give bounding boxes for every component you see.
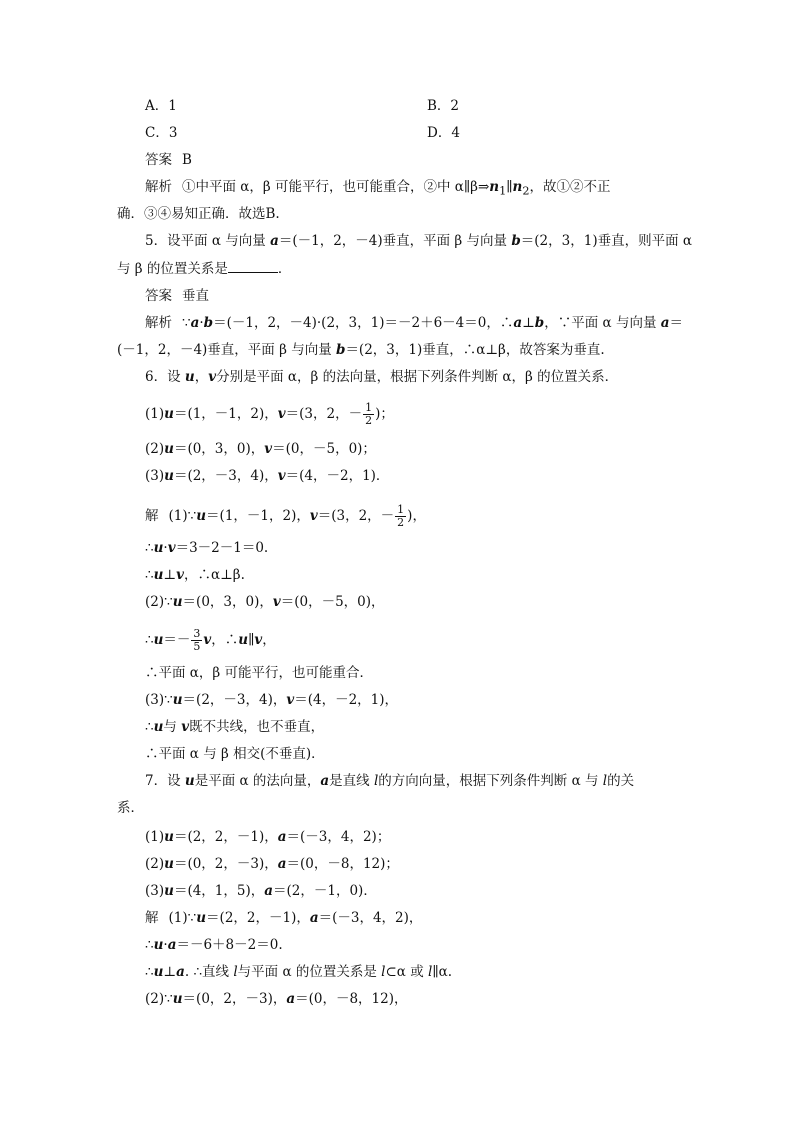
- q7-stem-e: 的关: [607, 773, 635, 789]
- q6-condition-1: [145, 402, 394, 427]
- vector-u: u: [172, 991, 183, 1007]
- fraction-three-fifths: [191, 628, 202, 653]
- vector-a: a: [167, 937, 177, 953]
- q5-analysis-text: ，∵平面 α 与向量: [544, 315, 661, 331]
- value-a: ＝(0，－8，12)，: [295, 991, 408, 1007]
- value-a: ＝(0，－8，12)；: [286, 856, 399, 872]
- q7-condition-1: [145, 828, 390, 846]
- vector-v: v: [277, 406, 286, 422]
- vector-v: v: [181, 719, 190, 735]
- fraction-denominator: 5: [193, 640, 201, 653]
- vector-u: u: [238, 632, 249, 648]
- value-v: ＝(3，2，－: [317, 508, 395, 524]
- conclusion-b: 与平面 α 的位置关系是: [237, 964, 382, 980]
- q7-solution-3: [145, 963, 452, 981]
- q5-answer: 垂直: [182, 288, 209, 304]
- q5-analysis-calc: ＝(－1，2，－4)·(2，3，1)＝－2＋6－4＝0，∴: [213, 315, 514, 331]
- q6-solution-4: [145, 593, 385, 611]
- vector-u: u: [196, 910, 207, 926]
- q4-analysis-line-2: 确．③④易知正确．故选B.: [117, 206, 280, 222]
- value-u: ＝(2，2，－1)，: [206, 910, 310, 926]
- equals-minus: ＝－: [163, 632, 191, 648]
- vector-u: u: [153, 632, 164, 648]
- line-l: l: [428, 964, 433, 980]
- value-u: ＝(2，2，－1)，: [173, 829, 278, 845]
- q5-stem-a: 5．设平面 α 与向量: [145, 233, 271, 249]
- value-u: ＝(0，2，－3)，: [173, 856, 278, 872]
- q4-answer: B: [182, 152, 192, 168]
- vector-u: u: [164, 406, 174, 422]
- vector-a: a: [286, 991, 296, 1007]
- q7-solution-4: [145, 990, 408, 1008]
- q6-solution-8: [145, 718, 324, 736]
- q5-analysis-line-2: [117, 341, 605, 359]
- dot-symbol: ·: [199, 315, 204, 331]
- conclusion-a: . ∴直线: [184, 964, 234, 980]
- perp-symbol: ⊥: [163, 567, 177, 583]
- vector-a: a: [660, 315, 670, 331]
- vector-v: v: [176, 567, 184, 583]
- q6-stem-a: 6．设: [145, 369, 185, 385]
- q6-solution-2: [145, 539, 268, 557]
- dot-result: ＝3－2－1＝0.: [175, 540, 269, 556]
- vector-u: u: [153, 964, 164, 980]
- q7-stem-d: 的方向向量，根据下列条件判断 α 与: [378, 773, 603, 789]
- condition-label: (1): [145, 829, 165, 845]
- vector-n1: n: [489, 179, 500, 195]
- fraction-denominator: 2: [365, 414, 373, 427]
- q7-solution-2: [145, 936, 283, 954]
- step-prefix: (1)∵: [168, 508, 197, 524]
- fraction-numerator: 1: [365, 401, 373, 414]
- perp-symbol: ⊥: [163, 964, 177, 980]
- q6-stem-b: 分别是平面 α，β 的法向量，根据下列条件判断 α，β 的位置关系．: [216, 369, 619, 385]
- vector-a: a: [309, 910, 319, 926]
- q6-solution-6: ∴平面 α，β 可能平行，也可能重合．: [145, 665, 374, 681]
- vector-b: b: [335, 342, 346, 358]
- value-a: ＝(－3，4，2)，: [318, 910, 423, 926]
- vector-a: a: [277, 829, 287, 845]
- fraction-half: [395, 504, 406, 529]
- dot-result: ＝－6＋8－2＝0.: [176, 937, 283, 953]
- comma: ，: [262, 632, 276, 648]
- closing: )，: [407, 508, 426, 524]
- vector-a: a: [264, 883, 274, 899]
- q7-stem-a: 7．设: [145, 773, 185, 789]
- q6-solution-1: [145, 504, 426, 529]
- q4-analysis-text-b: ，故①②不正: [529, 179, 611, 195]
- value-u: ＝(0，3，0)，: [173, 441, 265, 457]
- vector-a: a: [513, 315, 523, 331]
- q6-stem: [145, 368, 618, 386]
- answer-label: 答案: [145, 288, 172, 304]
- analysis-label: 解析: [145, 315, 172, 331]
- q6-solution-3: [145, 566, 245, 584]
- q7-condition-3: [145, 882, 377, 900]
- vector-u: u: [164, 856, 174, 872]
- because-symbol: ∵: [182, 315, 191, 331]
- vector-u: u: [153, 567, 164, 583]
- therefore-symbol: ∴: [145, 964, 154, 980]
- vector-v: v: [254, 632, 263, 648]
- answer-label: 答案: [145, 152, 172, 168]
- value-u: ＝(4，1，5)，: [173, 883, 265, 899]
- vector-u: u: [164, 883, 174, 899]
- vector-v: v: [203, 632, 212, 648]
- q5-analysis-line-1: [145, 314, 683, 332]
- option-a: A．1: [145, 98, 177, 114]
- vector-u: u: [153, 719, 164, 735]
- vector-v: v: [272, 594, 281, 610]
- vector-a: a: [277, 856, 287, 872]
- vector-v: v: [264, 441, 273, 457]
- solution-label: 解: [145, 508, 159, 524]
- condition-label: (3): [145, 468, 165, 484]
- value-u: ＝(2，－3，4)，: [173, 468, 278, 484]
- closing: )；: [375, 406, 394, 422]
- therefore-symbol: ∴: [145, 632, 154, 648]
- q6-solution-7: [145, 691, 398, 709]
- subscript-2: 2: [522, 184, 530, 198]
- conclusion: 既不共线，也不垂直，: [189, 719, 325, 735]
- therefore-symbol: ∴: [145, 567, 154, 583]
- vector-u: u: [164, 829, 174, 845]
- condition-label: (1): [145, 406, 165, 422]
- vector-v: v: [309, 508, 318, 524]
- step-prefix: (2)∵: [145, 991, 173, 1007]
- vector-u: u: [172, 692, 183, 708]
- line-l: l: [602, 773, 608, 789]
- vector-u: u: [184, 773, 195, 789]
- vector-v: v: [167, 540, 176, 556]
- conclusion-c: ⊂α 或: [385, 964, 429, 980]
- fraction-half: [363, 402, 374, 427]
- vector-u: u: [184, 369, 195, 385]
- q7-stem-c: 是直线: [329, 773, 374, 789]
- q5-stem-c: ＝(2，3，1)垂直，则平面 α: [520, 233, 692, 249]
- vector-u: u: [153, 540, 164, 556]
- q4-analysis-text-a: ①中平面 α，β 可能平行，也可能重合，②中 α∥β⇒: [182, 179, 490, 195]
- separator: ，: [194, 369, 209, 385]
- q5-stem-line-1: [145, 232, 692, 250]
- answer-blank: [228, 259, 278, 273]
- vector-b: b: [511, 233, 521, 249]
- value-u: ＝(1，－1，2)，: [206, 508, 310, 524]
- and-text: 与: [163, 719, 182, 735]
- conclusion: ，∴α⊥β.: [183, 567, 245, 583]
- vector-u: u: [196, 508, 207, 524]
- step-prefix: (3)∵: [145, 692, 173, 708]
- condition-label: (2): [145, 441, 165, 457]
- q4-answer-line: [145, 151, 192, 169]
- fraction-numerator: 1: [397, 503, 405, 516]
- vector-a: a: [190, 315, 200, 331]
- value-v: ＝(4，－2，1)，: [294, 692, 399, 708]
- vector-u: u: [172, 594, 183, 610]
- vector-b: b: [203, 315, 214, 331]
- q6-solution-9: ∴平面 α 与 β 相交(不垂直)．: [145, 746, 325, 762]
- therefore-text: ，∴: [211, 632, 239, 648]
- value-v: ＝(4，－2，1)．: [285, 468, 390, 484]
- parallel-symbol: ∥: [506, 179, 513, 195]
- q5-analysis-text-2: (－1，2，－4)垂直，平面 β 与向量: [117, 342, 336, 358]
- q5-analysis-text-3: ＝(2，3，1)垂直，∴α⊥β，故答案为垂直.: [345, 342, 605, 358]
- option-b: B．2: [427, 98, 460, 114]
- dot-symbol: ·: [163, 540, 168, 556]
- vector-u: u: [164, 468, 174, 484]
- value-a: ＝(2，－1，0)．: [273, 883, 377, 899]
- conclusion-d: ∥α.: [432, 964, 452, 980]
- q6-condition-2: [145, 440, 376, 458]
- q5-stem-d: 与 β 的位置关系是: [117, 261, 228, 277]
- equals-symbol: ＝: [669, 315, 683, 331]
- value-u: ＝(0，2，－3)，: [182, 991, 287, 1007]
- vector-b: b: [534, 315, 545, 331]
- q6-solution-5: [145, 628, 276, 653]
- value-v: ＝(0，－5，0)；: [272, 441, 376, 457]
- line-l: l: [373, 773, 379, 789]
- vector-n2: n: [512, 179, 523, 195]
- value-u: ＝(1，－1，2)，: [173, 406, 278, 422]
- step-prefix: (2)∵: [145, 594, 173, 610]
- q7-stem-b: 是平面 α 的法向量，: [194, 773, 321, 789]
- q5-stem-line-2: [117, 259, 291, 278]
- option-d: D．4: [427, 125, 460, 141]
- q4-analysis-line-1: [145, 178, 611, 201]
- q5-stem-b: ＝(－1，2，－4)垂直，平面 β 与向量: [278, 233, 512, 249]
- subscript-1: 1: [499, 184, 507, 198]
- value-u: ＝(0，3，0)，: [182, 594, 273, 610]
- q7-stem-line-2: 系．: [117, 800, 144, 816]
- option-c: C．3: [145, 125, 178, 141]
- line-l: l: [381, 964, 386, 980]
- therefore-symbol: ∴: [145, 540, 154, 556]
- vector-v: v: [277, 468, 286, 484]
- parallel-symbol: ∥: [248, 632, 255, 648]
- value-v: ＝(0，－5，0)，: [280, 594, 385, 610]
- solution-label: 解: [145, 910, 159, 926]
- therefore-symbol: ∴: [145, 937, 154, 953]
- value-u: ＝(2，－3，4)，: [182, 692, 287, 708]
- vector-a: a: [176, 964, 185, 980]
- vector-u: u: [164, 441, 174, 457]
- condition-label: (3): [145, 883, 165, 899]
- fraction-denominator: 2: [397, 516, 405, 529]
- q5-stem-e: ．: [277, 261, 292, 277]
- step-prefix: (1)∵: [168, 910, 197, 926]
- vector-v: v: [286, 692, 295, 708]
- vector-v: v: [208, 369, 217, 385]
- vector-a: a: [270, 233, 279, 249]
- q7-stem-line-1: [145, 772, 634, 790]
- q7-condition-2: [145, 855, 399, 873]
- vector-u: u: [153, 937, 164, 953]
- q7-solution-1: [145, 909, 422, 927]
- fraction-numerator: 3: [193, 627, 201, 640]
- vector-a: a: [320, 773, 330, 789]
- q5-answer-line: [145, 287, 209, 305]
- analysis-label: 解析: [145, 179, 172, 195]
- value-a: ＝(－3，4，2)；: [286, 829, 391, 845]
- q6-condition-3: [145, 467, 389, 485]
- perp-symbol: ⊥: [522, 315, 535, 331]
- condition-label: (2): [145, 856, 165, 872]
- dot-symbol: ·: [163, 937, 168, 953]
- therefore-symbol: ∴: [145, 719, 154, 735]
- line-l: l: [233, 964, 238, 980]
- value-v: ＝(3，2，－: [285, 406, 363, 422]
